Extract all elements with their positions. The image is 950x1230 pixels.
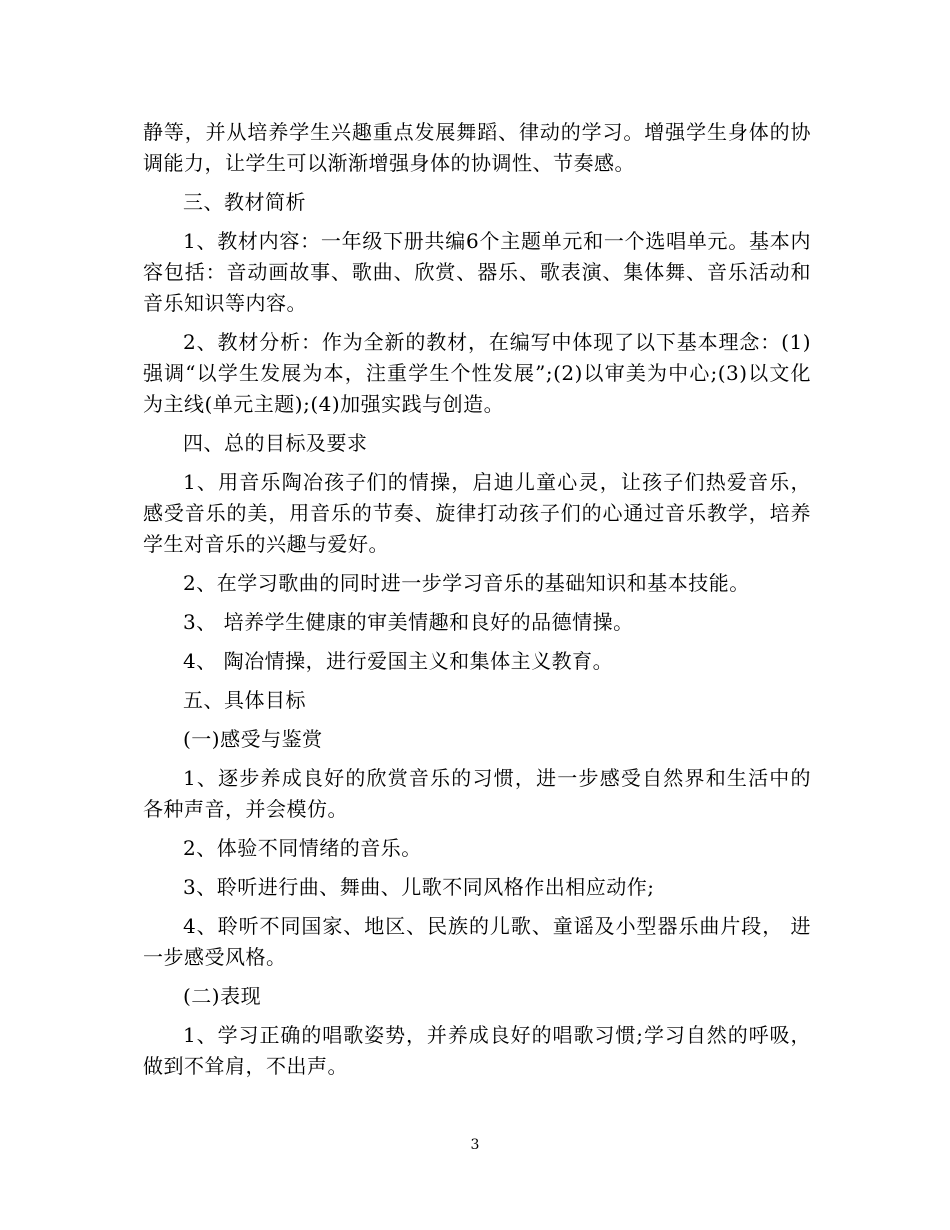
paragraph: 4、聆听不同国家、地区、民族的儿歌、童谣及小型器乐曲片段， 进一步感受风格。 <box>143 914 811 969</box>
paragraph: 2、教材分析：作为全新的教材，在编写中体现了以下基本理念：(1)强调“以学生发展为本，注重学生个性发展”;(2)以审美为中心;(3)以文化为主线(单元主题);(4)加强实践与创造。 <box>143 330 811 416</box>
subsection-heading: (一)感受与鉴赏 <box>183 727 323 751</box>
page-number: 3 <box>470 1137 480 1153</box>
paragraph: 1、教材内容：一年级下册共编6个主题单元和一个选唱单元。基本内容包括：音动画故事、歌曲、欣赏、器乐、歌表演、集体舞、音乐活动和音乐知识等内容。 <box>143 229 811 315</box>
paragraph: 1、学习正确的唱歌姿势，并养成良好的唱歌习惯;学习自然的呼吸，做到不耸肩，不出声。 <box>143 1023 811 1078</box>
subsection-heading: (二)表现 <box>183 984 262 1008</box>
paragraph: 1、逐步养成良好的欣赏音乐的习惯，进一步感受自然界和生活中的各种声音，并会模仿。 <box>143 766 811 821</box>
paragraph: 4、 陶冶情操，进行爱国主义和集体主义教育。 <box>183 649 614 673</box>
paragraph: 2、体验不同情绪的音乐。 <box>183 836 422 860</box>
section-heading: 五、具体目标 <box>183 688 306 712</box>
section-heading: 三、教材简析 <box>183 190 306 214</box>
paragraph: 3、 培养学生健康的审美情趣和良好的品德情操。 <box>183 610 634 634</box>
paragraph: 1、用音乐陶冶孩子们的情操，启迪儿童心灵，让孩子们热爱音乐，感受音乐的美，用音乐的节奏、旋律打动孩子们的心通过音乐教学，培养学生对音乐的兴趣与爱好。 <box>143 470 811 556</box>
paragraph: 静等，并从培养学生兴趣重点发展舞蹈、律动的学习。增强学生身体的协调能力，让学生可以渐渐增强身体的协调性、节奏感。 <box>143 120 811 175</box>
document-body <box>143 117 811 1090</box>
paragraph: 2、在学习歌曲的同时进一步学习音乐的基础知识和基本技能。 <box>183 571 750 595</box>
section-heading: 四、总的目标及要求 <box>183 431 368 455</box>
paragraph: 3、聆听进行曲、舞曲、儿歌不同风格作出相应动作; <box>183 875 655 899</box>
